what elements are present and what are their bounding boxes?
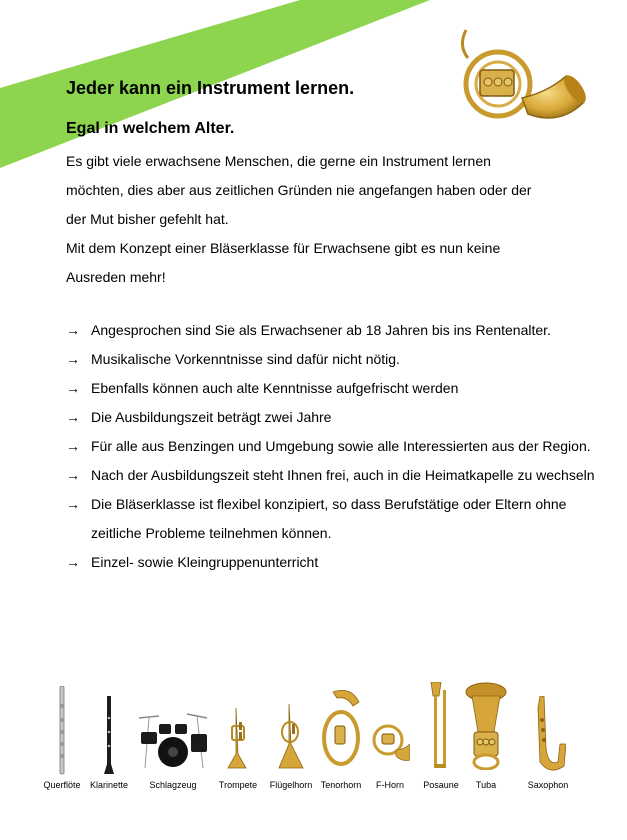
list-item [66,374,606,403]
list-item [66,432,606,461]
flute-icon [56,686,68,776]
instrument-label: Tenorhorn [320,780,362,790]
tuba-icon [462,682,510,770]
list-item [66,490,606,548]
page-title: Jeder kann ein Instrument lernen. [66,78,355,98]
intro-line: der Mut bisher gefehlt hat. [66,211,229,227]
instrument-label: Flügelhorn [269,780,313,790]
clarinet-icon [102,696,116,776]
instrument-strip [0,680,627,840]
list-item-text: Für alle aus Benzingen und Umgebung sowie alle Interessierten aus der Region. [91,438,591,454]
list-item [66,548,606,577]
arrow-right-icon: → [66,467,80,483]
saxophone-icon [530,696,566,772]
instrument-label: Querflöte [43,780,81,790]
french-horn-icon [370,710,410,770]
arrow-right-icon: → [66,351,80,367]
list-item [66,461,606,490]
list-item-text: Die Bläserklasse ist flexibel konzipiert, so dass Berufstätige oder Eltern ohne zeitliche Probleme teilnehmen können. [91,496,567,541]
instrument-label: Klarinette [89,780,129,790]
arrow-right-icon: → [66,554,80,570]
list-item [66,316,606,345]
list-item-text: Einzel- sowie Kleingruppenunterricht [91,554,319,570]
trombone-icon [427,682,455,770]
arrow-right-icon: → [66,380,80,396]
feature-list [66,316,606,577]
intro-paragraph [66,147,586,292]
list-item-text: Nach der Ausbildungszeit steht Ihnen frei, auch in die Heimatkapelle zu wechseln [91,467,595,483]
arrow-right-icon: → [66,409,80,425]
intro-line: Es gibt viele erwachsene Menschen, die gerne ein Instrument lernen [66,153,491,169]
instrument-label: Trompete [218,780,258,790]
french-horn-picture [448,26,588,131]
drum-kit-icon [135,710,211,770]
tenor-horn-icon [319,688,363,772]
list-item-text: Angesprochen sind Sie als Erwachsener ab 18 Jahren bis ins Rentenalter. [91,322,551,338]
list-item-text: Die Ausbildungszeit beträgt zwei Jahre [91,409,332,425]
arrow-right-icon: → [66,322,80,338]
trumpet-icon [224,708,252,770]
instrument-label: Schlagzeug [149,780,197,790]
instrument-label: Tuba [475,780,497,790]
intro-line: Mit dem Konzept einer Bläserklasse für Erwachsene gibt es nun keine [66,240,501,256]
instrument-label: Posaune [423,780,459,790]
list-item-text: Ebenfalls können auch alte Kenntnisse aufgefrischt werden [91,380,459,396]
page-subtitle: Egal in welchem Alter. [66,120,235,137]
instrument-label: Saxophon [527,780,569,790]
intro-line: Ausreden mehr! [66,269,166,285]
list-item-text: Musikalische Vorkenntnisse sind dafür nicht nötig. [91,351,400,367]
intro-line: möchten, dies aber aus zeitlichen Gründen nie angefangen haben oder der [66,182,532,198]
arrow-right-icon: → [66,438,80,454]
flugelhorn-icon [275,704,307,770]
instrument-label: F-Horn [375,780,405,790]
list-item [66,345,606,374]
arrow-right-icon: → [66,496,80,512]
list-item [66,403,606,432]
